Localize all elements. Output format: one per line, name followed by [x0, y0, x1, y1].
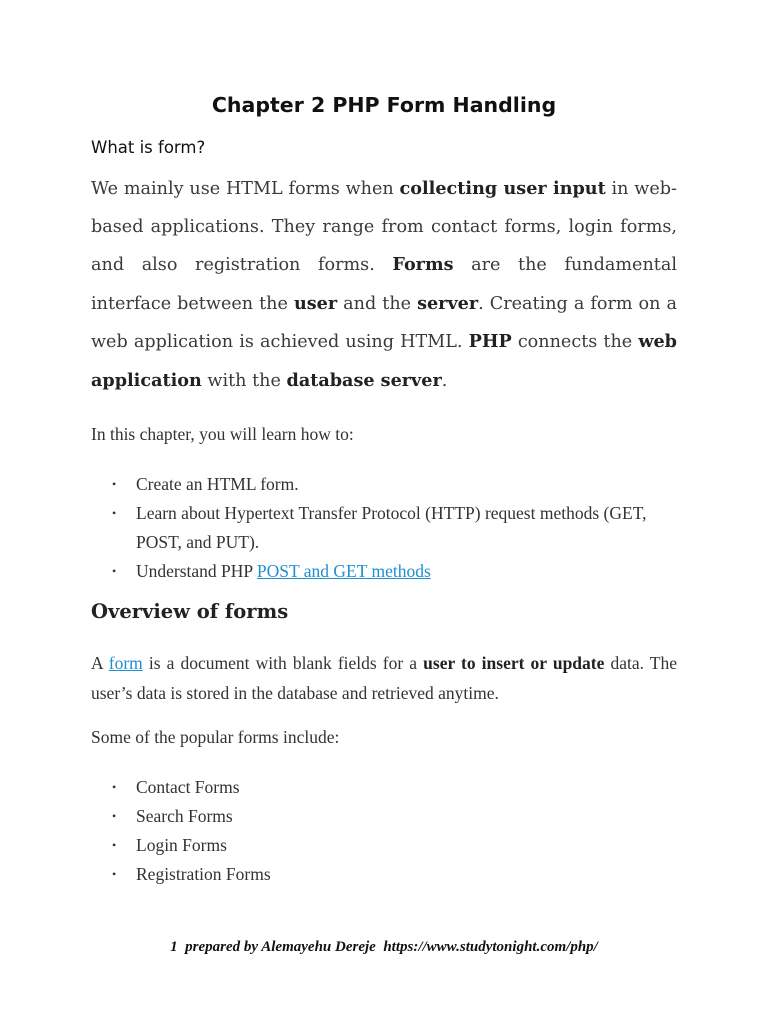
list-item	[91, 802, 677, 831]
intro-text-1: We mainly use HTML forms when	[91, 179, 400, 199]
intro-bold-3: user	[293, 292, 338, 314]
list-item-text: Search Forms	[136, 806, 233, 826]
intro-bold-4: server	[417, 292, 479, 314]
intro-text-4: and the	[337, 293, 418, 314]
list-item	[91, 470, 677, 499]
form-text-1: A	[91, 653, 109, 673]
page-number: 1	[170, 939, 178, 955]
intro-text-2: in web-based applications. They range from contact forms, login forms, and also registration forms.	[91, 179, 677, 275]
footer-url: https://www.studytonight.com/php/	[383, 939, 598, 955]
list-item-text: Create an HTML form.	[136, 474, 299, 494]
intro-text-8: .	[441, 370, 448, 391]
intro-bold-1: collecting user input	[399, 178, 606, 199]
intro-text-6: connects the	[511, 332, 639, 352]
popular-forms-list	[91, 773, 677, 889]
popular-forms-intro: Some of the popular forms include:	[91, 727, 340, 747]
bullet-icon: •	[112, 809, 117, 823]
list-item	[91, 557, 677, 586]
intro-bold-6: web application	[91, 331, 677, 391]
list-item-text: Learn about Hypertext Transfer Protocol (HTTP) request methods (GET, POST, and PUT).	[136, 503, 647, 552]
form-bold-1: user to insert or update	[423, 653, 605, 673]
intro-text-5: . Creating a form on a web application is achieved using HTML.	[91, 293, 677, 352]
form-text-2: is a document with blank fields for a	[142, 653, 424, 673]
list-item	[91, 499, 677, 557]
bullet-icon: •	[112, 506, 117, 520]
page-footer	[0, 939, 768, 956]
bullet-icon: •	[112, 838, 117, 852]
intro-bold-5: PHP	[468, 331, 512, 352]
page-title: Chapter 2 PHP Form Handling	[211, 93, 557, 117]
form-text-3: data. The user’s data is stored in the database and retrieved anytime.	[91, 653, 677, 703]
intro-bold-7: database server	[286, 369, 442, 391]
list-item-text: Registration Forms	[136, 864, 271, 884]
list-item-text: Login Forms	[136, 835, 227, 855]
footer-author: prepared by Alemayehu Dereje	[185, 939, 376, 955]
bullet-icon: •	[112, 867, 117, 881]
list-item	[91, 773, 677, 802]
bullet-icon: •	[112, 477, 117, 491]
bullet-icon: •	[112, 564, 117, 578]
section-question: What is form?	[91, 138, 206, 157]
post-get-methods-link[interactable]: POST and GET methods	[256, 561, 431, 581]
intro-text-3: are the fundamental interface between the	[91, 255, 677, 314]
learn-list	[91, 470, 677, 586]
form-link[interactable]: form	[108, 653, 143, 673]
intro-text-7: with the	[201, 370, 287, 391]
list-item-text: Contact Forms	[136, 777, 240, 797]
bullet-icon: •	[112, 780, 117, 794]
intro-paragraph	[91, 170, 677, 400]
list-item	[91, 860, 677, 889]
intro-bold-2: Forms	[392, 254, 454, 275]
chapter-intro: In this chapter, you will learn how to:	[91, 424, 354, 444]
overview-heading: Overview of forms	[91, 600, 289, 623]
form-definition-paragraph	[91, 649, 677, 708]
list-item-text: Understand PHP	[136, 561, 257, 581]
list-item	[91, 831, 677, 860]
